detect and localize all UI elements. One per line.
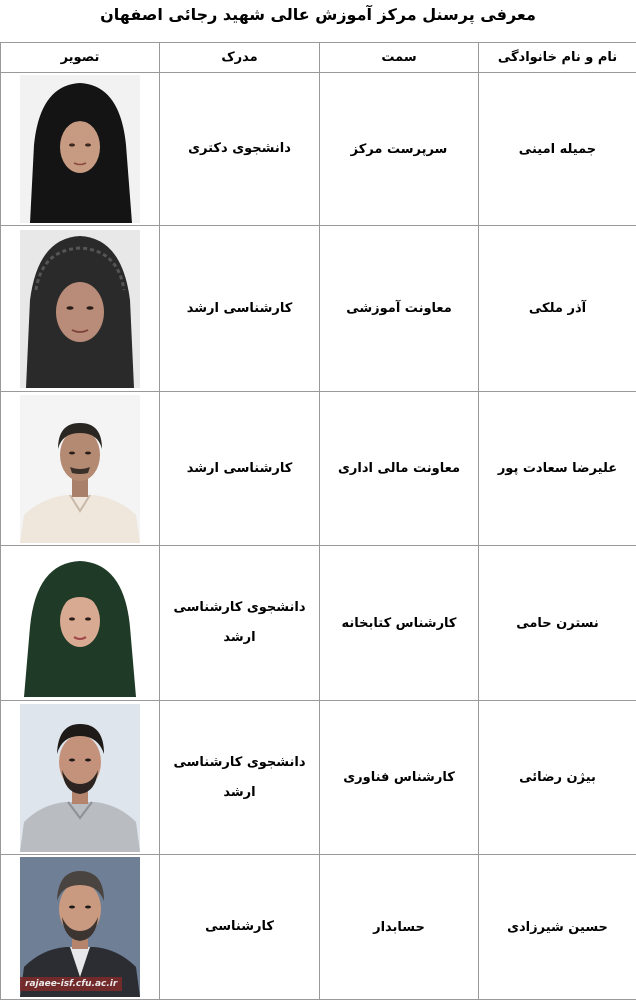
header-name: نام و نام خانوادگی xyxy=(479,43,636,73)
cell-name: بیژن رضائی xyxy=(479,701,636,855)
portrait-photo xyxy=(20,395,140,543)
table-row xyxy=(1,701,636,855)
table-row xyxy=(1,73,636,226)
cell-degree: کارشناسی xyxy=(160,855,320,1000)
portrait-photo xyxy=(20,75,140,223)
cell-photo xyxy=(1,701,160,855)
cell-degree: دانشجوی کارشناسی ارشد xyxy=(160,546,320,701)
portrait-photo xyxy=(20,857,140,997)
cell-position: معاونت مالی اداری xyxy=(320,392,479,546)
cell-photo xyxy=(1,855,160,1000)
table-header-row xyxy=(1,43,636,73)
cell-name: نسترن حامی xyxy=(479,546,636,701)
cell-position: سرپرست مرکز xyxy=(320,73,479,226)
table-row xyxy=(1,226,636,392)
portrait-photo xyxy=(20,549,140,697)
portrait-photo xyxy=(20,704,140,852)
page-title: معرفی پرسنل مرکز آموزش عالی شهید رجائی اصفهان xyxy=(100,5,536,24)
cell-position: کارشناس کتابخانه xyxy=(320,546,479,701)
portrait-woman-scarf-icon xyxy=(20,230,140,388)
cell-position: حسابدار xyxy=(320,855,479,1000)
table-row xyxy=(1,855,636,1000)
cell-name: جمیله امینی xyxy=(479,73,636,226)
cell-position: معاونت آموزشی xyxy=(320,226,479,392)
watermark: rajaee-isf.cfu.ac.ir xyxy=(20,977,122,991)
portrait-woman-green-scarf-icon xyxy=(20,549,140,697)
portrait-man-grey-shirt-icon xyxy=(20,704,140,852)
cell-photo xyxy=(1,73,160,226)
portrait-photo xyxy=(20,230,140,388)
cell-photo xyxy=(1,226,160,392)
cell-name: آذر ملکی xyxy=(479,226,636,392)
header-position: سمت xyxy=(320,43,479,73)
cell-degree: دانشجوی دکتری xyxy=(160,73,320,226)
cell-name: حسین شیرزادی xyxy=(479,855,636,1000)
staff-table xyxy=(0,42,636,1000)
cell-degree: دانشجوی کارشناسی ارشد xyxy=(160,701,320,855)
portrait-man-shirt-icon xyxy=(20,395,140,543)
cell-degree: کارشناسی ارشد xyxy=(160,392,320,546)
table-row xyxy=(1,546,636,701)
cell-photo xyxy=(1,546,160,701)
cell-name: علیرضا سعادت پور xyxy=(479,392,636,546)
header-photo: تصویر xyxy=(1,43,160,73)
cell-degree: کارشناسی ارشد xyxy=(160,226,320,392)
header-degree: مدرک xyxy=(160,43,320,73)
portrait-woman-chador-icon xyxy=(20,75,140,223)
portrait-man-suit-icon xyxy=(20,857,140,997)
cell-position: کارشناس فناوری xyxy=(320,701,479,855)
table-row xyxy=(1,392,636,546)
cell-photo xyxy=(1,392,160,546)
